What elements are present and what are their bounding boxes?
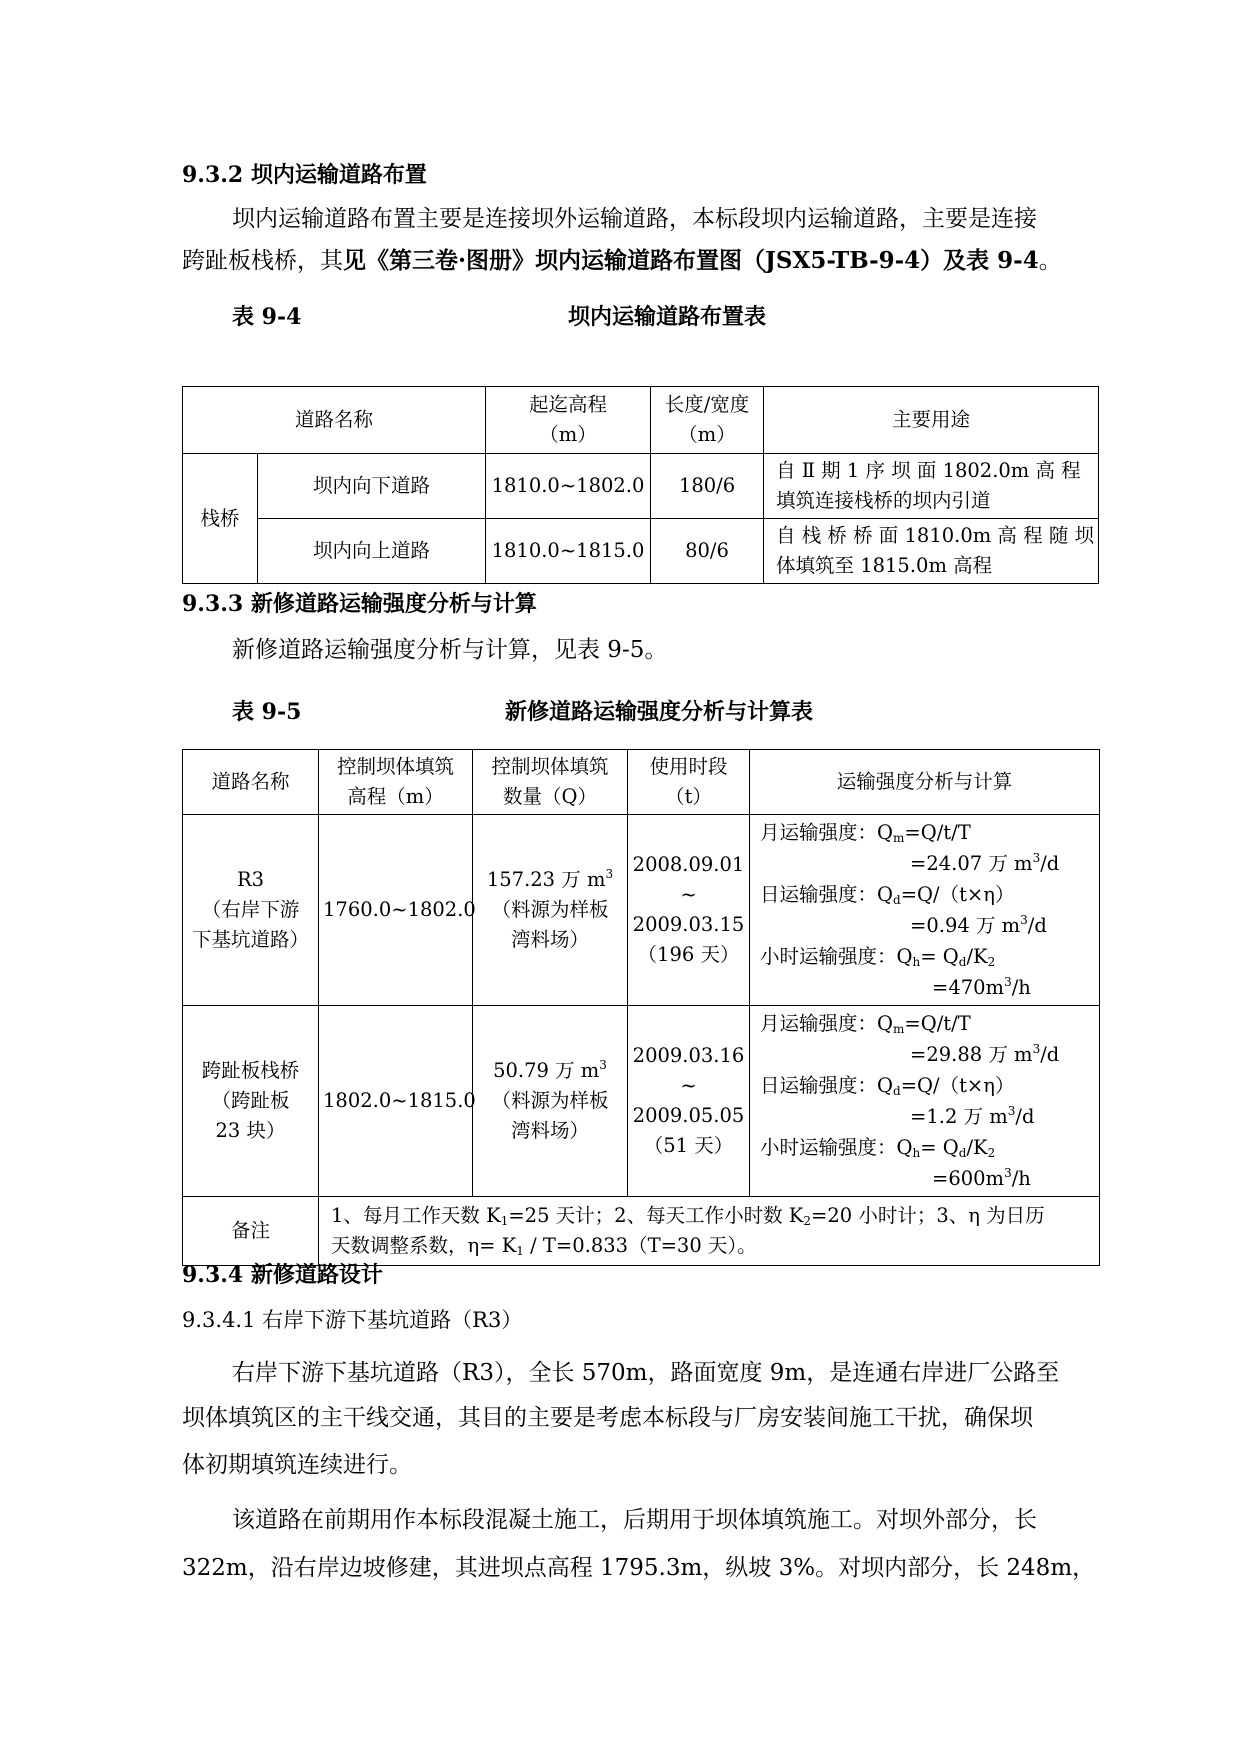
paragraph: 体初期填筑连续进行。 (182, 1452, 412, 1478)
table-cell: 2008.09.01 ~ 2009.03.15 （196 天） (628, 815, 750, 1006)
table-header-row (183, 750, 1100, 815)
subsection-heading-9-3-4-1: 9.3.4.1 右岸下游下基坑道路（R3） (182, 1308, 523, 1332)
paragraph: 跨趾板栈桥，其见《第三卷·图册》坝内运输道路布置图（JSX5-TB-9-4）及表 9-4。 (182, 247, 1062, 274)
calc-cell: 月运输强度：$Q_m=Q/t/T$ =24.07 万 $m^3/d$ 日运输强度：$Q_d=Q/(t\times\eta)$ =0.94 万 $m^3/d$ 小时运输强度：$Q_h= Q_d/K_2$ $=470m^3/h$ (750, 815, 1100, 1006)
paragraph: 坝内运输道路布置主要是连接坝外运输道路，本标段坝内运输道路，主要是连接 (232, 206, 1037, 232)
paragraph: 坝体填筑区的主干线交通，其目的主要是考虑本标段与厂房安装间施工干扰，确保坝 (182, 1405, 1033, 1431)
header-cell: 起迄高程 （m） (486, 387, 651, 454)
table-header-row (183, 387, 1099, 454)
table-row (183, 1006, 1100, 1197)
paragraph: 322m，沿右岸边坡修建，其进坝点高程 1795.3m，纵坡 3%。对坝内部分，长 248m， (182, 1555, 1096, 1581)
table-row (183, 519, 1099, 584)
paragraph: 该道路在前期用作本标段混凝土施工，后期用于坝体填筑施工。对坝外部分，长 (232, 1507, 1037, 1533)
paragraph: 新修道路运输强度分析与计算，见表 9-5。 (232, 637, 668, 663)
table-number: 表 9-5 (232, 699, 302, 725)
table-cell: 80/6 (651, 519, 764, 584)
section-heading-9-3-3: 9.3.3 新修道路运输强度分析与计算 (182, 591, 537, 617)
header-cell: 道路名称 (183, 387, 486, 454)
table-title: 坝内运输道路布置表 (568, 304, 767, 330)
table-cell: 157.23 万 $m^3$ （料源为样板 湾料场） (473, 815, 628, 1006)
calc-cell: 月运输强度：$Q_m=Q/t/T$ =29.88 万 $m^3/d$ 日运输强度：$Q_d=Q/(t\times\eta)$ =1.2 万 $m^3/d$ 小时运输强度：$Q_h= Q_d/K_2$ $=600m^3/h$ (750, 1006, 1100, 1197)
paragraph: 右岸下游下基坑道路（R3），全长 570m，路面宽度 9m，是连通右岸进厂公路至 (232, 1360, 1060, 1386)
table-cell: 自 Ⅱ 期 1 序 坝 面 1802.0m 高 程 填筑连接栈桥的坝内引道 (764, 454, 1099, 519)
table-row (183, 454, 1099, 519)
table-cell: R3 （右岸下游 下基坑道路） (183, 815, 319, 1006)
header-cell: 控制坝体填筑 高程（m） (319, 750, 473, 815)
table-cell: 自 栈 桥 桥 面 1810.0m 高 程 随 坝 体填筑至 1815.0m 高程 (764, 519, 1099, 584)
table-cell: 1810.0~1815.0 (486, 519, 651, 584)
table-cell: 坝内向上道路 (258, 519, 486, 584)
table-9-4 (182, 386, 1099, 584)
section-heading-9-3-4: 9.3.4 新修道路设计 (182, 1262, 383, 1288)
table-cell: 50.79 万 $m^3$ （料源为样板 湾料场） (473, 1006, 628, 1197)
header-cell: 使用时段 （t） (628, 750, 750, 815)
header-cell: 道路名称 (183, 750, 319, 815)
table-note-row (183, 1197, 1100, 1266)
table-row (183, 815, 1100, 1006)
note-label-cell: 备注 (183, 1197, 319, 1266)
table-cell: 1760.0~1802.0 (319, 815, 473, 1006)
table-cell: 1810.0~1802.0 (486, 454, 651, 519)
header-cell: 长度/宽度 （m） (651, 387, 764, 454)
header-cell: 主要用途 (764, 387, 1099, 454)
table-cell: 跨趾板栈桥 （跨趾板 23 块） (183, 1006, 319, 1197)
table-9-5 (182, 749, 1100, 1266)
table-cell: 坝内向下道路 (258, 454, 486, 519)
table-cell: 2009.03.16 ~ 2009.05.05 （51 天） (628, 1006, 750, 1197)
group-cell: 栈桥 (183, 454, 258, 584)
header-cell: 控制坝体填筑 数量（Q） (473, 750, 628, 815)
header-cell: 运输强度分析与计算 (750, 750, 1100, 815)
note-cell: 1、每月工作天数 $K_1=25$ 天计；2、每天工作小时数 $K_2=20$ 小时计；3、η 为日历 天数调整系数，$\eta= K_1 / T=0.833(T=30$ 天）。 (319, 1197, 1100, 1266)
table-cell: 180/6 (651, 454, 764, 519)
section-heading-9-3-2: 9.3.2 坝内运输道路布置 (182, 162, 427, 188)
table-title: 新修道路运输强度分析与计算表 (505, 699, 814, 725)
table-cell: 1802.0~1815.0 (319, 1006, 473, 1197)
table-number: 表 9-4 (232, 304, 302, 330)
